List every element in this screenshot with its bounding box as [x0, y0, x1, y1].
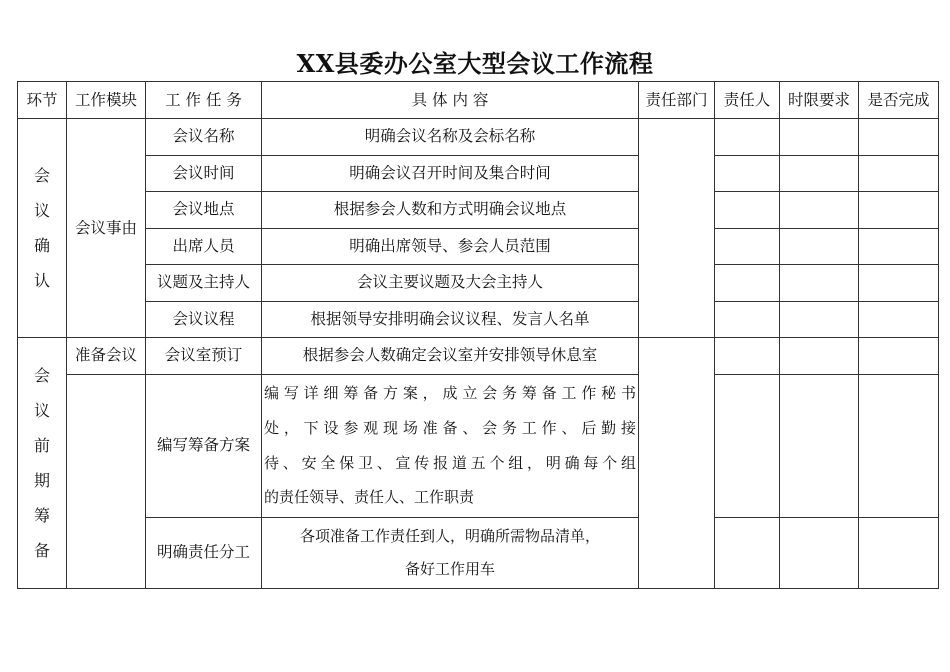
content-cell [262, 374, 639, 517]
table-row [18, 155, 939, 192]
task-cell: 编写筹备方案 [146, 374, 262, 517]
deadline-cell [780, 228, 859, 265]
deadline-cell [780, 338, 859, 375]
task-cell: 出席人员 [146, 228, 262, 265]
content-cell: 明确会议召开时间及集合时间 [262, 155, 639, 192]
table-row [18, 265, 939, 302]
content-cell: 根据参会人数和方式明确会议地点 [262, 192, 639, 229]
dept-cell [639, 119, 715, 338]
content-line: 备好工作用车 [404, 559, 495, 578]
person-cell [715, 192, 780, 229]
stage-char: 筹 [33, 505, 50, 525]
stage-cell [18, 119, 67, 338]
stage-char: 认 [33, 271, 50, 290]
module-cell: 准备会议 [67, 338, 146, 375]
done-cell [859, 374, 939, 517]
task-cell: 会议议程 [146, 301, 262, 338]
person-cell [715, 374, 780, 517]
person-cell [715, 517, 780, 588]
person-cell [715, 301, 780, 338]
header-stage: 环节 [18, 82, 67, 119]
table-row [18, 374, 939, 517]
deadline-cell [780, 301, 859, 338]
deadline-cell [780, 192, 859, 229]
stage-char: 议 [33, 400, 50, 420]
done-cell [859, 192, 939, 229]
stage-char: 备 [33, 540, 50, 560]
done-cell [859, 155, 939, 192]
deadline-cell [780, 155, 859, 192]
done-cell [859, 301, 939, 338]
table-row [18, 301, 939, 338]
deadline-cell [780, 517, 859, 588]
content-cell: 会议主要议题及大会主持人 [262, 265, 639, 302]
header-done: 是否完成 [859, 82, 939, 119]
module-cell-empty [67, 374, 146, 588]
content-line: 编写详细筹备方案，成立会务筹备工作秘书 [264, 384, 636, 403]
header-row [18, 82, 939, 119]
content-line: 的责任领导、责任人、工作职责 [264, 488, 475, 507]
deadline-cell [780, 119, 859, 156]
person-cell [715, 155, 780, 192]
done-cell [859, 338, 939, 375]
stage-cell [18, 338, 67, 589]
done-cell [859, 265, 939, 302]
person-cell [715, 338, 780, 375]
table-row [18, 338, 939, 375]
content-cell [262, 517, 639, 588]
stage-char: 前 [33, 435, 50, 455]
stage-char: 期 [33, 470, 50, 490]
task-cell: 会议时间 [146, 155, 262, 192]
dept-cell [639, 338, 715, 589]
task-cell: 会议地点 [146, 192, 262, 229]
content-cell: 根据领导安排明确会议议程、发言人名单 [262, 301, 639, 338]
person-cell [715, 265, 780, 302]
header-person: 责任人 [715, 82, 780, 119]
done-cell [859, 228, 939, 265]
content-line: 处，下设参观现场准备、会务工作、后勤接 [264, 418, 636, 437]
content-cell: 根据参会人数确定会议室并安排领导休息室 [262, 338, 639, 375]
header-deadline: 时限要求 [780, 82, 859, 119]
header-module: 工作模块 [67, 82, 146, 119]
header-dept: 责任部门 [639, 82, 715, 119]
workflow-table [17, 81, 939, 589]
table-row [18, 517, 939, 588]
stage-char: 会 [33, 365, 50, 385]
content-cell: 明确会议名称及会标名称 [262, 119, 639, 156]
module-cell: 会议事由 [67, 119, 146, 338]
table-row [18, 192, 939, 229]
deadline-cell [780, 265, 859, 302]
task-cell: 会议室预订 [146, 338, 262, 375]
done-cell [859, 119, 939, 156]
stage-char: 确 [33, 236, 50, 255]
header-task: 工 作 任 务 [146, 82, 262, 119]
person-cell [715, 119, 780, 156]
task-cell: 议题及主持人 [146, 265, 262, 302]
stage-char: 议 [33, 201, 50, 220]
stage-char: 会 [33, 166, 50, 185]
table-row [18, 228, 939, 265]
header-content: 具 体 内 容 [262, 82, 639, 119]
table-row [18, 119, 939, 156]
content-line: 各项准备工作责任到人，明确所需物品清单， [299, 526, 600, 545]
deadline-cell [780, 374, 859, 517]
person-cell [715, 228, 780, 265]
task-cell: 会议名称 [146, 119, 262, 156]
document-title: XX县委办公室大型会议工作流程 [296, 49, 654, 78]
done-cell [859, 517, 939, 588]
content-line: 待、安全保卫、宣传报道五个组，明确每个组 [264, 453, 636, 472]
content-cell: 明确出席领导、参会人员范围 [262, 228, 639, 265]
task-cell: 明确责任分工 [146, 517, 262, 588]
